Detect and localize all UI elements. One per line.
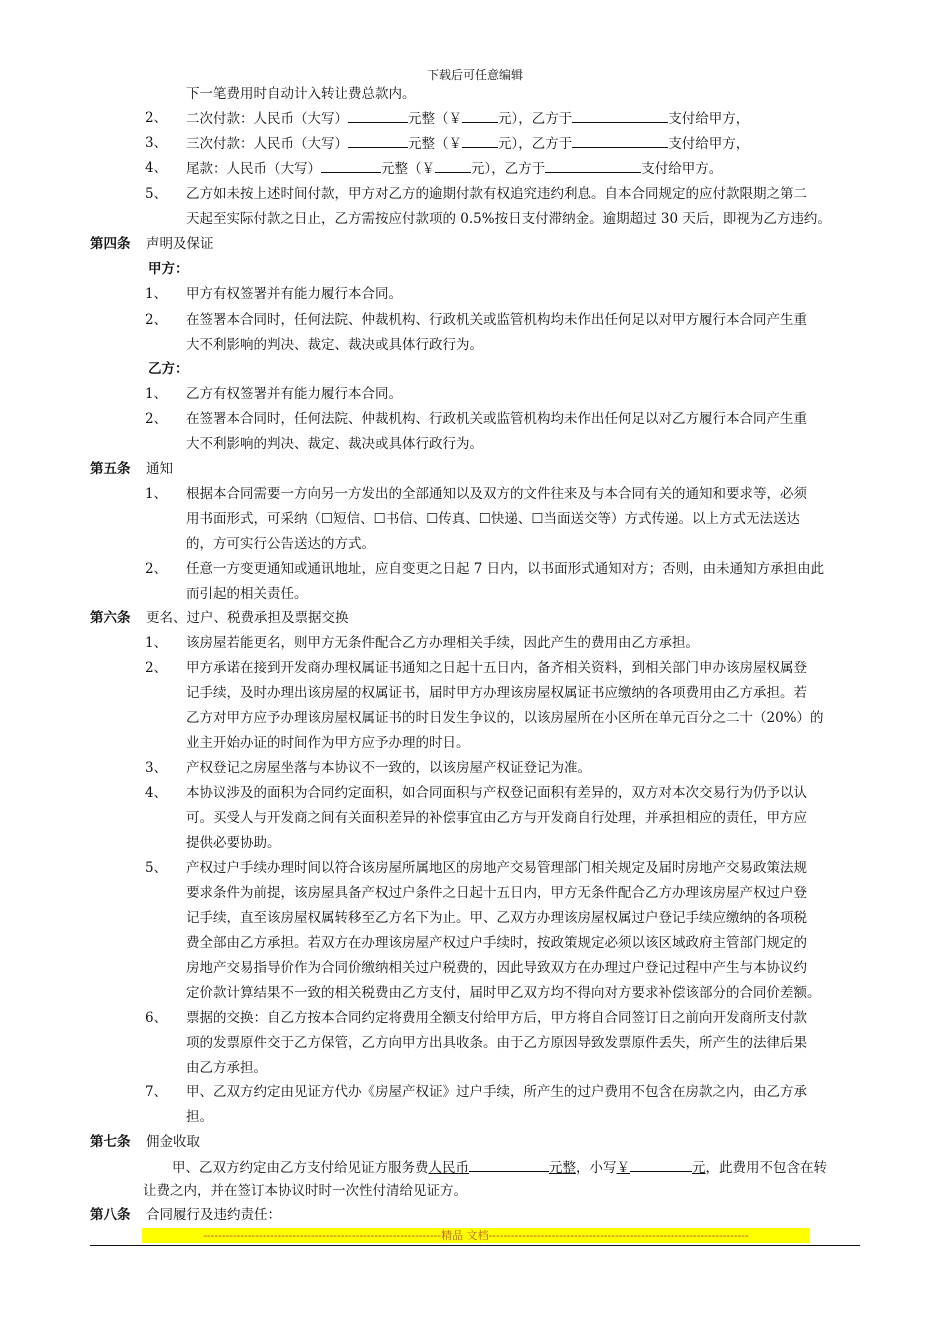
- payment-text: 三次付款：人民币（大写） 元整（￥ 元），乙方于 支付给甲方，: [186, 133, 749, 154]
- paragraph-line: 根据本合同需要一方向另一方发出的全部通知以及双方的文件往来及与本合同有关的通知和要求等，必须: [186, 486, 807, 502]
- paragraph-line: 产权登记之房屋坐落与本协议不一致的，以该房屋产权证登记为准。: [186, 760, 591, 776]
- article-title: 更名、过户、税费承担及票据交换: [146, 610, 349, 626]
- article-number: 第七条: [90, 1134, 131, 1150]
- item-number: 2、: [145, 411, 168, 427]
- party-label: 乙方：: [148, 361, 189, 377]
- party-label: 甲方：: [148, 261, 189, 277]
- item-number: 6、: [145, 1010, 168, 1026]
- paragraph-line: 甲、乙双方约定由见证方代办《房屋产权证》过户手续，所产生的过户费用不包含在房款之内，由乙方承: [186, 1084, 807, 1100]
- item-number: 2、: [145, 312, 168, 328]
- item-number: 3、: [145, 135, 168, 151]
- paragraph-line: 大不利影响的判决、裁定、裁决或具体行政行为。: [186, 436, 483, 452]
- paragraph-line: 甲方承诺在接到开发商办理权属证书通知之日起十五日内，备齐相关资料，到相关部门申办该房屋权属登: [186, 660, 807, 676]
- item-number: 2、: [145, 110, 168, 126]
- paragraph-line: 提供必要协助。: [186, 835, 281, 851]
- article-title: 佣金收取: [146, 1134, 200, 1150]
- item-number: 5、: [145, 186, 168, 202]
- paragraph-line: 记手续，直至该房屋权属转移至乙方名下为止。甲、乙双方办理该房屋权属过户登记手续应缴纳的各项税: [186, 910, 807, 926]
- continuation-line: 下一笔费用时自动计入转让费总款内。: [186, 86, 416, 102]
- paragraph-line: 乙方有权签署并有能力履行本合同。: [186, 386, 402, 402]
- paragraph-line: 在签署本合同时，任何法院、仲裁机构、行政机关或监管机构均未作出任何足以对甲方履行本合同产生重: [186, 312, 807, 328]
- paragraph-line: 甲方有权签署并有能力履行本合同。: [186, 286, 402, 302]
- item-number: 5、: [145, 860, 168, 876]
- paragraph-line: 定价款计算结果不一致的相关税费由乙方支付，届时甲乙双方均不得向对方要求补偿该部分的合同价差额。: [186, 985, 821, 1001]
- item-number: 4、: [145, 785, 168, 801]
- paragraph-line: 由乙方承担。: [186, 1060, 267, 1076]
- item-number: 2、: [145, 561, 168, 577]
- article-title: 声明及保证: [146, 236, 214, 252]
- paragraph-line: 票据的交换：自乙方按本合同约定将费用全额支付给甲方后，甲方将自合同签订日之前向开发商所支付款: [186, 1010, 807, 1026]
- paragraph-line: 任意一方变更通知或通讯地址，应自变更之日起 7 日内，以书面形式通知对方；否则，由未通知方承担由此: [186, 561, 825, 577]
- paragraph-line: 大不利影响的判决、裁定、裁决或具体行政行为。: [186, 337, 483, 353]
- commission-line: 甲、乙双方约定由乙方支付给见证方服务费人民币 元整，小写￥ 元，此费用不包含在转: [172, 1157, 827, 1178]
- payment-text: 二次付款：人民币（大写） 元整（￥ 元），乙方于 支付给甲方，: [186, 108, 749, 129]
- paragraph-line: 要求条件为前提，该房屋具备产权过户条件之日起十五日内，甲方无条件配合乙方办理该房屋产权过户登: [186, 885, 807, 901]
- item-number: 1、: [145, 386, 168, 402]
- paragraph-line: 在签署本合同时，任何法院、仲裁机构、行政机关或监管机构均未作出任何足以对乙方履行本合同产生重: [186, 411, 807, 427]
- article-number: 第六条: [90, 610, 131, 626]
- paragraph-line: 业主开始办证的时间作为甲方应予办理的时日。: [186, 735, 470, 751]
- page-bottom-rule: [90, 1245, 860, 1246]
- paragraph-line: 房地产交易指导价作为合同价缴纳相关过户税费的，因此导致双方在办理过户登记过程中产生与本协议约: [186, 960, 807, 976]
- item-number: 1、: [145, 635, 168, 651]
- item-number: 1、: [145, 486, 168, 502]
- article-title: 合同履行及违约责任：: [146, 1207, 281, 1223]
- paragraph-line: 乙方如未按上述时间付款，甲方对乙方的逾期付款有权追究违约利息。自本合同规定的应付款限期之第二: [186, 186, 807, 202]
- payment-text: 尾款：人民币（大写） 元整（￥ 元），乙方于 支付给甲方。: [186, 158, 722, 179]
- page-header: 下载后可任意编辑: [426, 68, 523, 82]
- item-number: 7、: [145, 1084, 168, 1100]
- footer-watermark-bar: ----------------------------------------------------------------精品 文档----------------------------------------------------------------------: [142, 1228, 810, 1243]
- paragraph-line: 乙方对甲方应予办理该房屋权属证书的时日发生争议的，以该房屋所在小区所在单元百分之二十（20%）的: [186, 710, 824, 726]
- article-number: 第八条: [90, 1207, 131, 1223]
- article-number: 第五条: [90, 461, 131, 477]
- paragraph-line: 可。买受人与开发商之间有关面积差异的补偿事宜由乙方与开发商自行处理，并承担相应的责任，甲方应: [186, 810, 807, 826]
- paragraph-line: 本协议涉及的面积为合同约定面积，如合同面积与产权登记面积有差异的，双方对本次交易行为仍予以认: [186, 785, 807, 801]
- article-title: 通知: [146, 461, 173, 477]
- item-number: 4、: [145, 160, 168, 176]
- item-number: 3、: [145, 760, 168, 776]
- paragraph-line: 项的发票原件交于乙方保管，乙方向甲方出具收条。由于乙方原因导致发票原件丢失，所产生的法律后果: [186, 1035, 807, 1051]
- paragraph-line: 而引起的相关责任。: [186, 586, 308, 602]
- item-number: 2、: [145, 660, 168, 676]
- paragraph-line: 担。: [186, 1109, 213, 1125]
- item-number: 1、: [145, 286, 168, 302]
- paragraph-line: 天起至实际付款之日止，乙方需按应付款项的 0.5%按日支付滞纳金。逾期超过 30 天后，即视为乙方违约。: [186, 211, 831, 227]
- paragraph-line: 让费之内，并在签订本协议时时一次性付清给见证方。: [143, 1183, 467, 1199]
- paragraph-line: 用书面形式，可采纳（☐短信、☐书信、☐传真、☐快递、☐当面送交等）方式传递。以上方式无法送达: [186, 511, 801, 527]
- paragraph-line: 该房屋若能更名，则甲方无条件配合乙方办理相关手续，因此产生的费用由乙方承担。: [186, 635, 699, 651]
- paragraph-line: 费全部由乙方承担。若双方在办理该房屋产权过户手续时，按政策规定必须以该区域政府主管部门规定的: [186, 935, 807, 951]
- paragraph-line: 记手续，及时办理出该房屋的权属证书，届时甲方办理该房屋权属证书应缴纳的各项费用由乙方承担。若: [186, 685, 807, 701]
- paragraph-line: 的，方可实行公告送达的方式。: [186, 536, 375, 552]
- paragraph-line: 产权过户手续办理时间以符合该房屋所属地区的房地产交易管理部门相关规定及届时房地产交易政策法规: [186, 860, 807, 876]
- article-number: 第四条: [90, 236, 131, 252]
